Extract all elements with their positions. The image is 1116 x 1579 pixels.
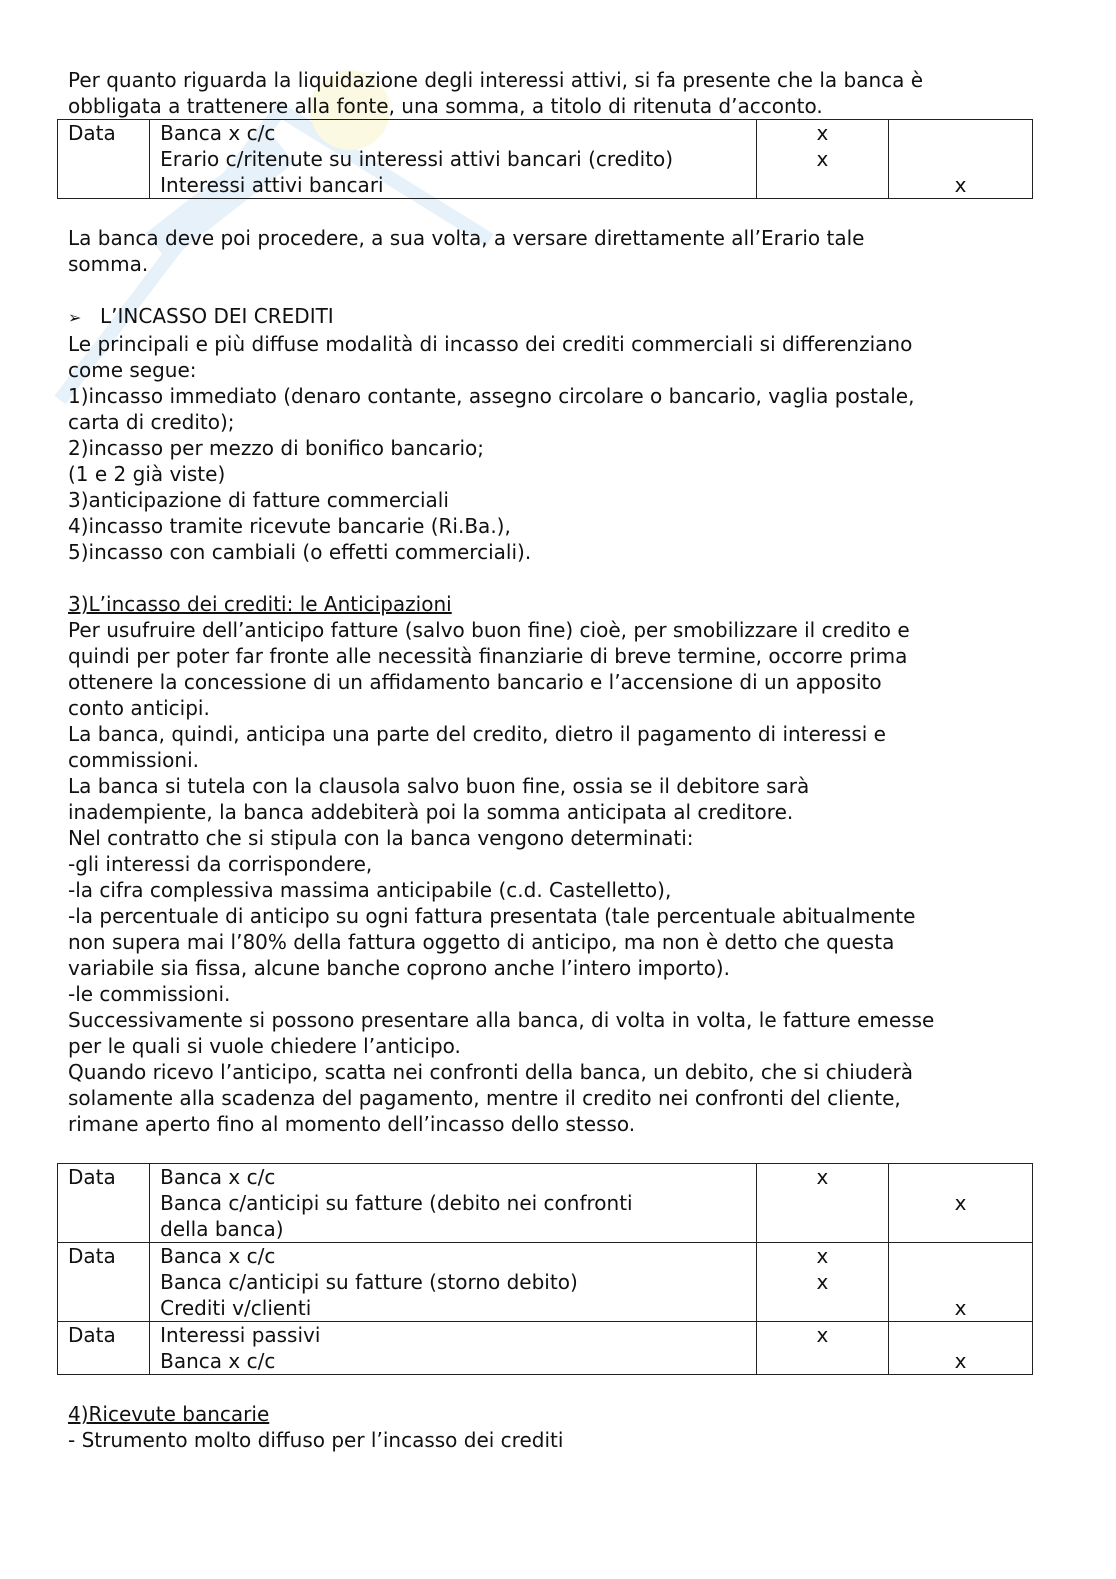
text-line: solamente alla scadenza del pagamento, mentre il credito nei confronti del cliente, <box>68 1086 901 1110</box>
text-line: inadempiente, la banca addebiterà poi la somma anticipata al creditore. <box>68 800 794 824</box>
text-line: La banca deve poi procedere, a sua volta, a versare direttamente all’Erario tale <box>68 226 865 250</box>
entry-accounts <box>150 120 756 199</box>
text-line: non supera mai l’80% della fattura oggetto di anticipo, ma non è detto che questa <box>68 930 895 954</box>
account-name: Crediti v/clienti <box>160 1296 312 1320</box>
journal-entry <box>58 1164 1033 1243</box>
avere-mark <box>899 146 1022 172</box>
journal-table-anticipi <box>57 1163 1033 1375</box>
avere-mark: x <box>954 1191 967 1215</box>
account-name: Erario c/ritenute su interessi attivi bancari (credito) <box>160 147 674 171</box>
text-line: (1 e 2 già viste) <box>68 462 226 486</box>
entry-dare <box>756 1164 889 1243</box>
incasso-section <box>68 303 1048 565</box>
avere-mark <box>899 1269 1022 1295</box>
journal-entry <box>58 120 1033 199</box>
account-name: Banca x c/c <box>160 1244 276 1268</box>
section-heading <box>68 303 1048 331</box>
text-line: Le principali e più diffuse modalità di incasso dei crediti commerciali si differenziano <box>68 332 913 356</box>
entry-avere <box>889 120 1033 199</box>
entry-dare <box>756 120 889 199</box>
text-line: somma. <box>68 252 149 276</box>
dare-mark: x <box>816 1165 829 1189</box>
text-line: commissioni. <box>68 748 199 772</box>
account-name: Banca x c/c <box>160 1165 276 1189</box>
journal-entry <box>58 1322 1033 1375</box>
arrow-bullet-icon: ➢ <box>68 308 82 327</box>
text-line: 2)incasso per mezzo di bonifico bancario; <box>68 436 484 460</box>
account-name: Banca c/anticipi su fatture (debito nei confronti <box>160 1191 633 1215</box>
avere-mark <box>899 1243 1022 1269</box>
account-name: Interessi passivi <box>160 1323 321 1347</box>
avere-mark <box>899 120 1022 146</box>
dare-mark: x <box>816 1244 829 1268</box>
intro-paragraph <box>68 67 1048 119</box>
dare-mark: x <box>816 147 829 171</box>
entry-avere <box>889 1164 1033 1243</box>
entry-date: Data <box>58 120 150 199</box>
text-line: Per usufruire dell’anticipo fatture (salvo buon fine) cioè, per smobilizzare il credito e <box>68 618 910 642</box>
riba-section <box>68 1401 1048 1453</box>
text-line: rimane aperto fino al momento dell’incasso dello stesso. <box>68 1112 636 1136</box>
dare-mark: x <box>816 1323 829 1347</box>
entry-accounts <box>150 1164 756 1243</box>
entry-date: Data <box>58 1322 150 1375</box>
account-name: Banca x c/c <box>160 121 276 145</box>
text-line: La banca si tutela con la clausola salvo buon fine, ossia se il debitore sarà <box>68 774 810 798</box>
dare-mark: x <box>816 121 829 145</box>
document-page <box>68 67 1048 1453</box>
avere-mark <box>899 1164 1022 1190</box>
avere-mark: x <box>954 1296 967 1320</box>
entry-avere <box>889 1243 1033 1322</box>
text-line: 3)anticipazione di fatture commerciali <box>68 488 449 512</box>
text-line: -la percentuale di anticipo su ogni fattura presentata (tale percentuale abitualmente <box>68 904 916 928</box>
entry-accounts <box>150 1243 756 1322</box>
dare-mark <box>767 172 879 198</box>
text-line: -la cifra complessiva massima anticipabile (c.d. Castelletto), <box>68 878 672 902</box>
text-line: Nel contratto che si stipula con la banca vengono determinati: <box>68 826 694 850</box>
text-line: carta di credito); <box>68 410 235 434</box>
text-line: 1)incasso immediato (denaro contante, assegno circolare o bancario, vaglia postale, <box>68 384 915 408</box>
text-line: Per quanto riguarda la liquidazione degli interessi attivi, si fa presente che la banca è <box>68 68 924 92</box>
text-line: quindi per poter far fronte alle necessità finanziarie di breve termine, occorre prima <box>68 644 908 668</box>
text-line: Successivamente si possono presentare alla banca, di volta in volta, le fatture emesse <box>68 1008 935 1032</box>
anticipazioni-section <box>68 591 1048 1137</box>
journal-entry <box>58 1243 1033 1322</box>
account-name: Banca c/anticipi su fatture (storno debito) <box>160 1270 578 1294</box>
avere-mark: x <box>954 1349 967 1373</box>
text-line: ottenere la concessione di un affidamento bancario e l’accensione di un apposito <box>68 670 882 694</box>
account-name: della banca) <box>160 1217 284 1241</box>
text-line: Quando ricevo l’anticipo, scatta nei confronti della banca, un debito, che si chiuderà <box>68 1060 913 1084</box>
entry-date: Data <box>58 1164 150 1243</box>
erario-paragraph <box>68 225 1048 277</box>
text-line: 5)incasso con cambiali (o effetti commerciali). <box>68 540 532 564</box>
text-line: conto anticipi. <box>68 696 210 720</box>
text-line: -gli interessi da corrispondere, <box>68 852 373 876</box>
section-heading: 4)Ricevute bancarie <box>68 1402 270 1426</box>
avere-mark <box>899 1322 1022 1348</box>
entry-dare <box>756 1243 889 1322</box>
avere-mark: x <box>954 173 967 197</box>
text-line: La banca, quindi, anticipa una parte del credito, dietro il pagamento di interessi e <box>68 722 886 746</box>
account-name: Banca x c/c <box>160 1349 276 1373</box>
journal-table-ritenute <box>57 119 1033 199</box>
text-line: per le quali si vuole chiedere l’anticipo. <box>68 1034 461 1058</box>
entry-date: Data <box>58 1243 150 1322</box>
account-name: Interessi attivi bancari <box>160 173 384 197</box>
section-heading: 3)L’incasso dei crediti: le Anticipazioni <box>68 592 452 616</box>
entry-avere <box>889 1322 1033 1375</box>
text-line: obbligata a trattenere alla fonte, una somma, a titolo di ritenuta d’acconto. <box>68 94 823 118</box>
dare-mark: x <box>816 1270 829 1294</box>
text-line: variabile sia fissa, alcune banche coprono anche l’intero importo). <box>68 956 730 980</box>
text-line: -le commissioni. <box>68 982 231 1006</box>
entry-dare <box>756 1322 889 1375</box>
text-line: - Strumento molto diffuso per l’incasso dei crediti <box>68 1428 564 1452</box>
text-line: 4)incasso tramite ricevute bancarie (Ri.Ba.), <box>68 514 511 538</box>
heading-text: L’INCASSO DEI CREDITI <box>100 304 334 328</box>
entry-accounts <box>150 1322 756 1375</box>
text-line: come segue: <box>68 358 197 382</box>
